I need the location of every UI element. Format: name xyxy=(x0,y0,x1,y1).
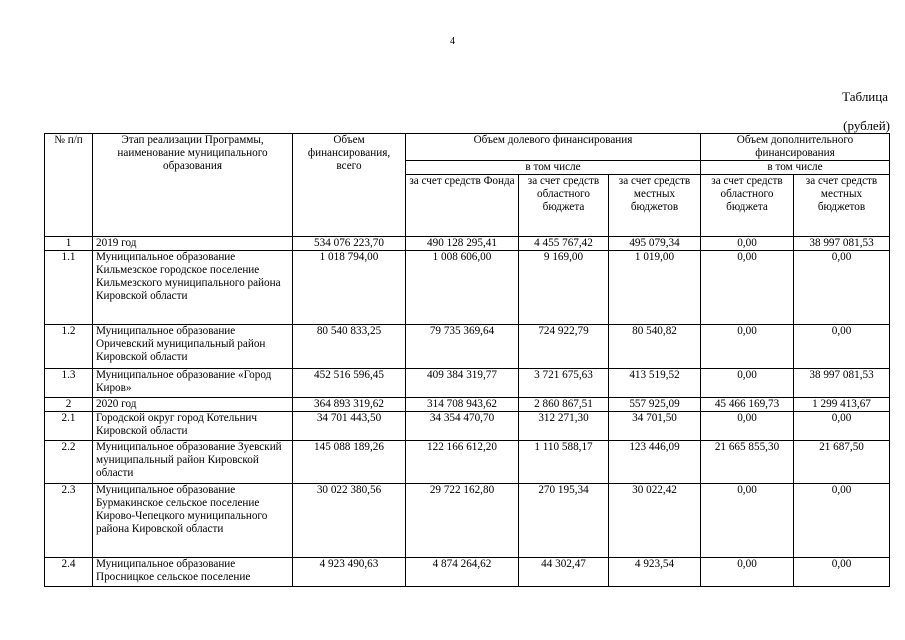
header-add-local: за счет средств местных бюджетов xyxy=(794,175,890,237)
row-num: 2.1 xyxy=(45,412,93,441)
row-total: 452 516 596,45 xyxy=(293,369,406,398)
table-row xyxy=(45,325,890,369)
row-local: 34 701,50 xyxy=(609,412,701,441)
row-fund: 4 874 264,62 xyxy=(406,558,519,587)
row-add-local: 0,00 xyxy=(794,412,890,441)
row-num: 1.3 xyxy=(45,369,93,398)
header-total: Объем финансирования, всего xyxy=(293,134,406,237)
row-regional: 9 169,00 xyxy=(519,251,609,325)
row-regional: 44 302,47 xyxy=(519,558,609,587)
header-num: № п/п xyxy=(45,134,93,237)
header-regional: за счет средств областного бюджета xyxy=(519,175,609,237)
header-additional: Объем дополнительного финансирования xyxy=(701,134,890,161)
row-total: 80 540 833,25 xyxy=(293,325,406,369)
table-row xyxy=(45,441,890,484)
row-num: 2.2 xyxy=(45,441,93,484)
row-add-regional: 0,00 xyxy=(701,237,794,251)
row-regional: 270 195,34 xyxy=(519,484,609,558)
row-name: 2020 год xyxy=(93,398,293,412)
row-fund: 79 735 369,64 xyxy=(406,325,519,369)
row-regional: 1 110 588,17 xyxy=(519,441,609,484)
row-name: Муниципальное образование Бурмакинское сельское поселение Кирово-Чепецкого муниципального района Кировской области xyxy=(93,484,293,558)
row-add-regional: 0,00 xyxy=(701,558,794,587)
row-add-local: 38 997 081,53 xyxy=(794,369,890,398)
row-num: 2.4 xyxy=(45,558,93,587)
table-row xyxy=(45,412,890,441)
row-local: 557 925,09 xyxy=(609,398,701,412)
row-name: 2019 год xyxy=(93,237,293,251)
row-local: 4 923,54 xyxy=(609,558,701,587)
table-row xyxy=(45,484,890,558)
table-row xyxy=(45,398,890,412)
table-row xyxy=(45,251,890,325)
row-name: Муниципальное образование Оричевский муниципальный район Кировской области xyxy=(93,325,293,369)
row-add-regional: 21 665 855,30 xyxy=(701,441,794,484)
row-local: 413 519,52 xyxy=(609,369,701,398)
row-fund: 29 722 162,80 xyxy=(406,484,519,558)
row-name: Городской округ город Котельнич Кировской области xyxy=(93,412,293,441)
row-add-regional: 0,00 xyxy=(701,412,794,441)
row-total: 4 923 490,63 xyxy=(293,558,406,587)
page-number: 4 xyxy=(450,36,455,47)
row-fund: 1 008 606,00 xyxy=(406,251,519,325)
row-add-regional: 45 466 169,73 xyxy=(701,398,794,412)
row-add-regional: 0,00 xyxy=(701,484,794,558)
row-add-regional: 0,00 xyxy=(701,325,794,369)
header-fund: за счет средств Фонда xyxy=(406,175,519,237)
row-local: 1 019,00 xyxy=(609,251,701,325)
row-add-local: 0,00 xyxy=(794,325,890,369)
row-add-local: 0,00 xyxy=(794,558,890,587)
row-num: 1.1 xyxy=(45,251,93,325)
table-body xyxy=(45,237,890,587)
row-total: 30 022 380,56 xyxy=(293,484,406,558)
table-row xyxy=(45,369,890,398)
row-name: Муниципальное образование Кильмезское городское поселение Кильмезского муниципального района Кировской области xyxy=(93,251,293,325)
row-num: 1 xyxy=(45,237,93,251)
header-stage: Этап реализации Программы, наименование муниципального образования xyxy=(93,134,293,237)
row-local: 30 022,42 xyxy=(609,484,701,558)
row-add-local: 1 299 413,67 xyxy=(794,398,890,412)
row-fund: 34 354 470,70 xyxy=(406,412,519,441)
header-add-regional: за счет средств областного бюджета xyxy=(701,175,794,237)
row-fund: 490 128 295,41 xyxy=(406,237,519,251)
row-add-local: 21 687,50 xyxy=(794,441,890,484)
row-add-local: 0,00 xyxy=(794,484,890,558)
row-regional: 3 721 675,63 xyxy=(519,369,609,398)
table-header xyxy=(45,134,890,237)
row-total: 34 701 443,50 xyxy=(293,412,406,441)
row-total: 145 088 189,26 xyxy=(293,441,406,484)
row-local: 80 540,82 xyxy=(609,325,701,369)
row-add-regional: 0,00 xyxy=(701,251,794,325)
table-label: Таблица xyxy=(842,89,888,104)
row-add-local: 0,00 xyxy=(794,251,890,325)
row-local: 495 079,34 xyxy=(609,237,701,251)
row-local: 123 446,09 xyxy=(609,441,701,484)
row-total: 534 076 223,70 xyxy=(293,237,406,251)
unit-label: (рублей) xyxy=(843,118,890,133)
row-num: 1.2 xyxy=(45,325,93,369)
row-regional: 312 271,30 xyxy=(519,412,609,441)
financing-table xyxy=(44,133,890,587)
row-total: 1 018 794,00 xyxy=(293,251,406,325)
header-additional-including: в том числе xyxy=(701,161,890,175)
row-regional: 4 455 767,42 xyxy=(519,237,609,251)
row-num: 2 xyxy=(45,398,93,412)
row-name: Муниципальное образование Просницкое сельское поселение xyxy=(93,558,293,587)
header-shared: Объем долевого финансирования xyxy=(406,134,701,161)
header-shared-including: в том числе xyxy=(406,161,701,175)
table-row xyxy=(45,237,890,251)
row-num: 2.3 xyxy=(45,484,93,558)
row-fund: 122 166 612,20 xyxy=(406,441,519,484)
row-name: Муниципальное образование «Город Киров» xyxy=(93,369,293,398)
row-regional: 2 860 867,51 xyxy=(519,398,609,412)
table-row xyxy=(45,558,890,587)
row-fund: 314 708 943,62 xyxy=(406,398,519,412)
header-local: за счет средств местных бюджетов xyxy=(609,175,701,237)
row-fund: 409 384 319,77 xyxy=(406,369,519,398)
row-total: 364 893 319,62 xyxy=(293,398,406,412)
row-add-regional: 0,00 xyxy=(701,369,794,398)
row-regional: 724 922,79 xyxy=(519,325,609,369)
row-name: Муниципальное образование Зуевский муниципальный район Кировской области xyxy=(93,441,293,484)
row-add-local: 38 997 081,53 xyxy=(794,237,890,251)
